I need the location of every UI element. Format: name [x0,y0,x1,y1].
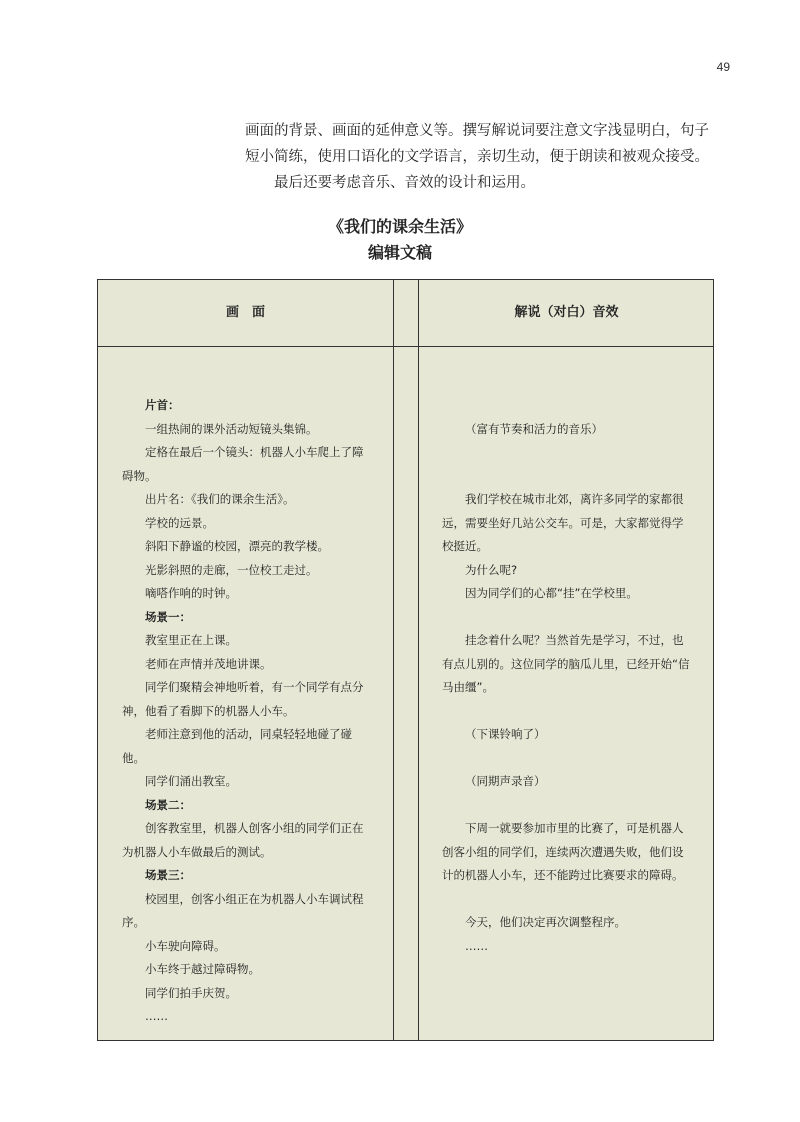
picture-column [122,394,372,1029]
narration-line: 为什么呢? [465,562,518,577]
column-divider-left [393,280,394,1040]
picture-line: 嘀嗒作响的时钟。 [145,586,237,600]
narration-line: （同期声录音） [465,774,546,788]
document-title [0,214,800,266]
picture-line: 场景一： [145,609,191,624]
page-number: 49 [716,60,730,74]
header-picture: 画 面 [225,305,265,320]
picture-line: 同学们涌出教室。 [145,774,237,788]
narration-line [442,888,694,912]
narration-line: （下课铃响了） [465,727,546,741]
narration-line: 挂念着什么呢？当然首先是学习，不过，也有点儿别的。这位同学的脑瓜儿里，已经开始“信马由缰”。 [442,633,690,694]
narration-line [442,794,694,818]
narration-line: …… [465,938,488,953]
picture-line: 同学们拍手庆贺。 [145,985,237,1000]
narration-line [442,747,694,771]
picture-line: 教室里正在上课。 [145,633,237,647]
header-narration: 解说（对白）音效 [514,305,619,320]
script-table [97,279,714,1041]
document-title-line-2: 编辑文稿 [367,243,432,262]
narration-line: 下周一就要参加市里的比赛了，可是机器人创客小组的同学们，连续两次遭遇失败，他们设计的机器人小车，还不能跨过比赛要求的障碍。 [442,821,684,882]
column-divider-right [418,280,419,1040]
picture-line: 同学们聚精会神地听着，有一个同学有点分神，他看了看脚下的机器人小车。 [122,680,364,718]
narration-line [442,700,694,724]
picture-line: 场景三： [145,868,191,882]
narration-line: 我们学校在城市北郊，离许多同学的家都很远，需要坐好几站公交车。可是，大家都觉得学校挺近。 [442,492,684,553]
picture-line: 片首： [145,398,180,412]
picture-line: 出片名：《我们的课余生活》。 [145,492,295,506]
picture-line: …… [145,1009,168,1023]
narration-column [442,394,694,958]
picture-line: 定格在最后一个镜头：机器人小车爬上了障碍物。 [122,445,364,483]
picture-line: 一组热闹的课外活动短镜头集锦。 [145,421,318,436]
picture-line: 老师注意到他的活动，同桌轻轻地碰了碰他。 [122,727,352,765]
intro-text [245,118,715,196]
narration-line [442,394,694,418]
intro-paragraph-2: 最后还要考虑音乐、音效的设计和运用。 [274,175,535,191]
picture-line: 小车终于越过障碍物。 [145,962,260,976]
document-title-line-1: 《我们的课余生活》 [327,217,472,236]
narration-line [442,465,694,489]
narration-line: 因为同学们的心都“挂”在学校里。 [465,586,638,600]
intro-paragraph-1: 画面的背景、画面的延伸意义等。撰写解说词要注意文字浅显明白，句子短小简练，使用口语化的文学语言，亲切生动，便于朗读和被观众接受。 [245,123,709,165]
picture-line: 斜阳下静谧的校园，漂亮的教学楼。 [145,539,329,553]
picture-line: 老师在声情并茂地讲课。 [145,656,272,671]
picture-line: 学校的远景。 [145,515,214,530]
picture-line: 光影斜照的走廊，一位校工走过。 [145,562,318,577]
narration-line: 今天，他们决定再次调整程序。 [465,915,626,929]
picture-line: 场景二： [145,797,191,812]
narration-line [442,606,694,630]
header-divider [98,346,713,347]
picture-line: 小车驶向障碍。 [145,938,226,953]
picture-line: 校园里，创客小组正在为机器人小车调试程序。 [122,891,364,929]
narration-line [442,441,694,465]
picture-line: 创客教室里，机器人创客小组的同学们正在为机器人小车做最后的测试。 [122,821,364,859]
narration-line: （富有节奏和活力的音乐） [465,421,603,436]
